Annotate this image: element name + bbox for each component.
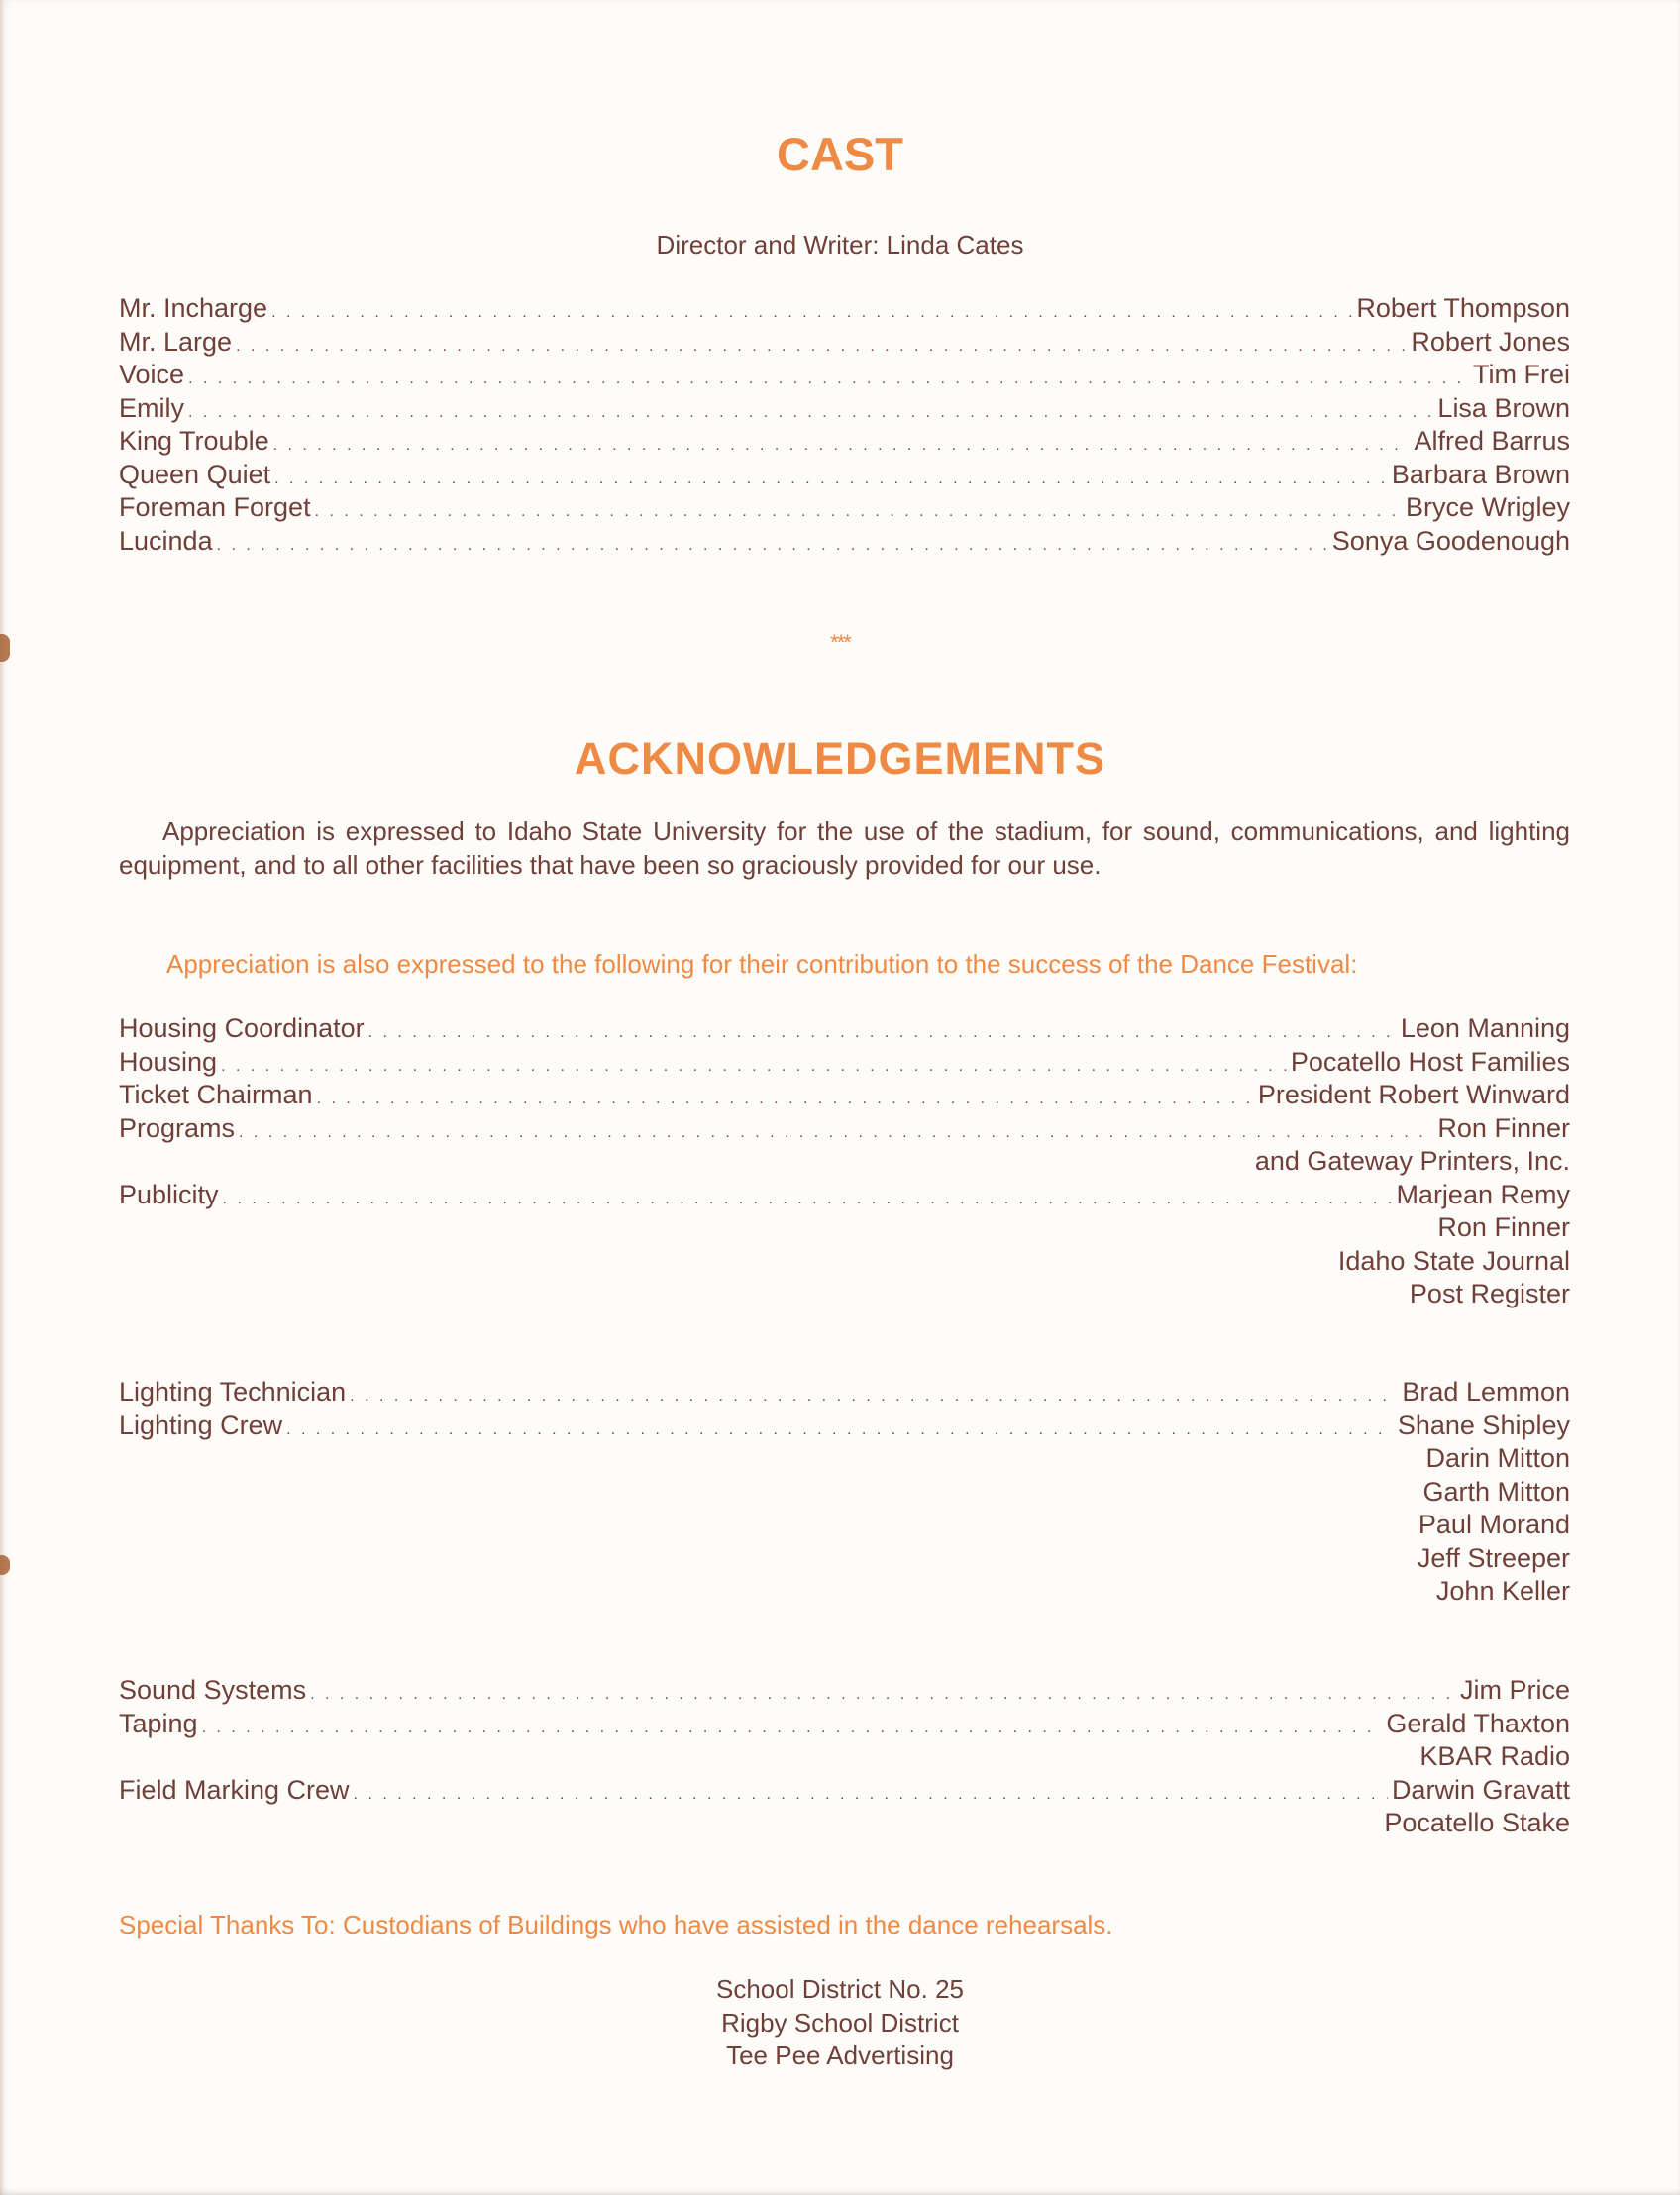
credit-name: Paul Morand [1418, 1510, 1570, 1539]
acknowledgement-paragraph: Appreciation is expressed to Idaho State University for the use of the stadium, for sound, communications, and lighting equipment, and to all other facilities that have been so graciously provided for our use. [119, 816, 1570, 880]
credit-name: Jim Price [1459, 1675, 1570, 1705]
paper-stain [0, 1555, 10, 1575]
credit-name: Idaho State Journal [1337, 1245, 1570, 1276]
special-thanks: Special Thanks To: Custodians of Buildings who have assisted in the dance rehearsals. [119, 1910, 1113, 1939]
credit-row [119, 1046, 1570, 1080]
credit-row [119, 1774, 1570, 1808]
credit-row [119, 392, 1570, 426]
credit-name: Pocatello Stake [1384, 1808, 1570, 1837]
dot-leader [271, 296, 1352, 330]
credit-role: Ticket Chairman [119, 1080, 313, 1109]
sponsor-name: Tee Pee Advertising [726, 2040, 954, 2070]
credit-name: Leon Manning [1400, 1013, 1570, 1043]
dot-leader [236, 330, 1407, 364]
credit-name: Alfred Barrus [1414, 426, 1570, 456]
credit-name: Gerald Thaxton [1386, 1708, 1570, 1738]
credit-name: Marjean Remy [1396, 1179, 1570, 1209]
credit-name: and Gateway Printers, Inc. [1254, 1146, 1570, 1176]
cast-title: CAST [777, 128, 903, 180]
credit-role: Programs [119, 1112, 236, 1143]
credit-role: Voice [119, 360, 185, 389]
dot-leader [368, 1016, 1397, 1050]
credit-name: Darwin Gravatt [1391, 1774, 1570, 1805]
dot-leader [221, 1050, 1287, 1084]
separator-stars: *** [830, 630, 850, 655]
credit-role: Taping [119, 1708, 198, 1738]
contribution-intro: Appreciation is also expressed to the following for their contribution to the success of the Dance Festival: [166, 949, 1358, 979]
cast-list [119, 292, 1570, 558]
contributors-group-3 [119, 1674, 1570, 1840]
credit-role: Lighting Technician [119, 1377, 347, 1407]
credit-name: Brad Lemmon [1402, 1377, 1570, 1407]
dot-leader [274, 463, 1388, 496]
credit-name: John Keller [1435, 1576, 1570, 1606]
credit-row [119, 359, 1570, 392]
dot-leader [202, 1712, 1383, 1745]
credit-row [119, 1112, 1570, 1146]
credit-role: Foreman Forget [119, 492, 311, 522]
dot-leader [350, 1380, 1398, 1413]
credit-role: Mr. Incharge [119, 293, 268, 323]
dot-leader [354, 1778, 1388, 1812]
credit-row [119, 459, 1570, 492]
credit-name: Ron Finner [1437, 1212, 1570, 1242]
credit-name: KBAR Radio [1419, 1741, 1570, 1771]
dot-leader [239, 1116, 1433, 1150]
credit-name: Jeff Streeper [1417, 1542, 1570, 1573]
director-line: Director and Writer: Linda Cates [656, 230, 1024, 260]
credit-name: Pocatello Host Families [1290, 1046, 1570, 1077]
credit-name: Barbara Brown [1391, 459, 1570, 489]
sponsor-name: Rigby School District [721, 2007, 959, 2038]
credit-row [119, 1708, 1570, 1741]
dot-leader [315, 495, 1402, 529]
credit-role: Sound Systems [119, 1675, 307, 1705]
dot-leader [317, 1083, 1254, 1116]
dot-leader [188, 396, 1433, 430]
credit-row [119, 1674, 1570, 1708]
credit-role: King Trouble [119, 426, 269, 456]
credit-name: Post Register [1409, 1279, 1570, 1308]
credit-name: Darin Mitton [1425, 1443, 1570, 1473]
credit-name: Garth Mitton [1422, 1476, 1570, 1507]
dot-leader [223, 1183, 1393, 1216]
credit-role: Lighting Crew [119, 1410, 283, 1440]
credit-name: Sonya Goodenough [1331, 525, 1570, 556]
sponsor-list [0, 1973, 1680, 2073]
credit-name: President Robert Winward [1257, 1080, 1570, 1109]
credit-name: Shane Shipley [1397, 1410, 1570, 1440]
credit-role: Housing Coordinator [119, 1013, 365, 1043]
credit-row [119, 525, 1570, 559]
credit-role: Housing [119, 1046, 218, 1077]
credit-role: Emily [119, 392, 184, 423]
sponsor-name: School District No. 25 [716, 1974, 964, 2004]
credit-role: Queen Quiet [119, 459, 271, 489]
dot-leader [286, 1413, 1394, 1447]
credit-role: Lucinda [119, 525, 213, 556]
credit-row [119, 326, 1570, 360]
credit-row [119, 425, 1570, 459]
credit-name: Robert Thompson [1356, 293, 1570, 323]
credit-name: Bryce Wrigley [1405, 492, 1570, 522]
dot-leader [273, 429, 1411, 463]
credit-row [119, 1012, 1570, 1046]
credit-role: Mr. Large [119, 326, 233, 357]
credit-row [119, 1079, 1570, 1112]
credit-name: Ron Finner [1437, 1112, 1570, 1143]
contributors-group-1 [119, 1012, 1570, 1311]
credit-row [119, 1376, 1570, 1410]
credit-row [119, 1179, 1570, 1212]
credit-name: Robert Jones [1411, 326, 1570, 357]
credit-name: Tim Frei [1473, 360, 1570, 389]
dot-leader [310, 1678, 1456, 1712]
contributors-group-2 [119, 1376, 1570, 1609]
credit-row [119, 491, 1570, 525]
credit-row [119, 292, 1570, 326]
dot-leader [217, 529, 1328, 563]
credit-name: Lisa Brown [1437, 392, 1570, 423]
credit-role: Field Marking Crew [119, 1774, 350, 1805]
dot-leader [188, 363, 1469, 396]
acknowledgements-title: ACKNOWLEDGEMENTS [575, 733, 1105, 784]
credit-row [119, 1410, 1570, 1443]
credit-role: Publicity [119, 1179, 219, 1209]
